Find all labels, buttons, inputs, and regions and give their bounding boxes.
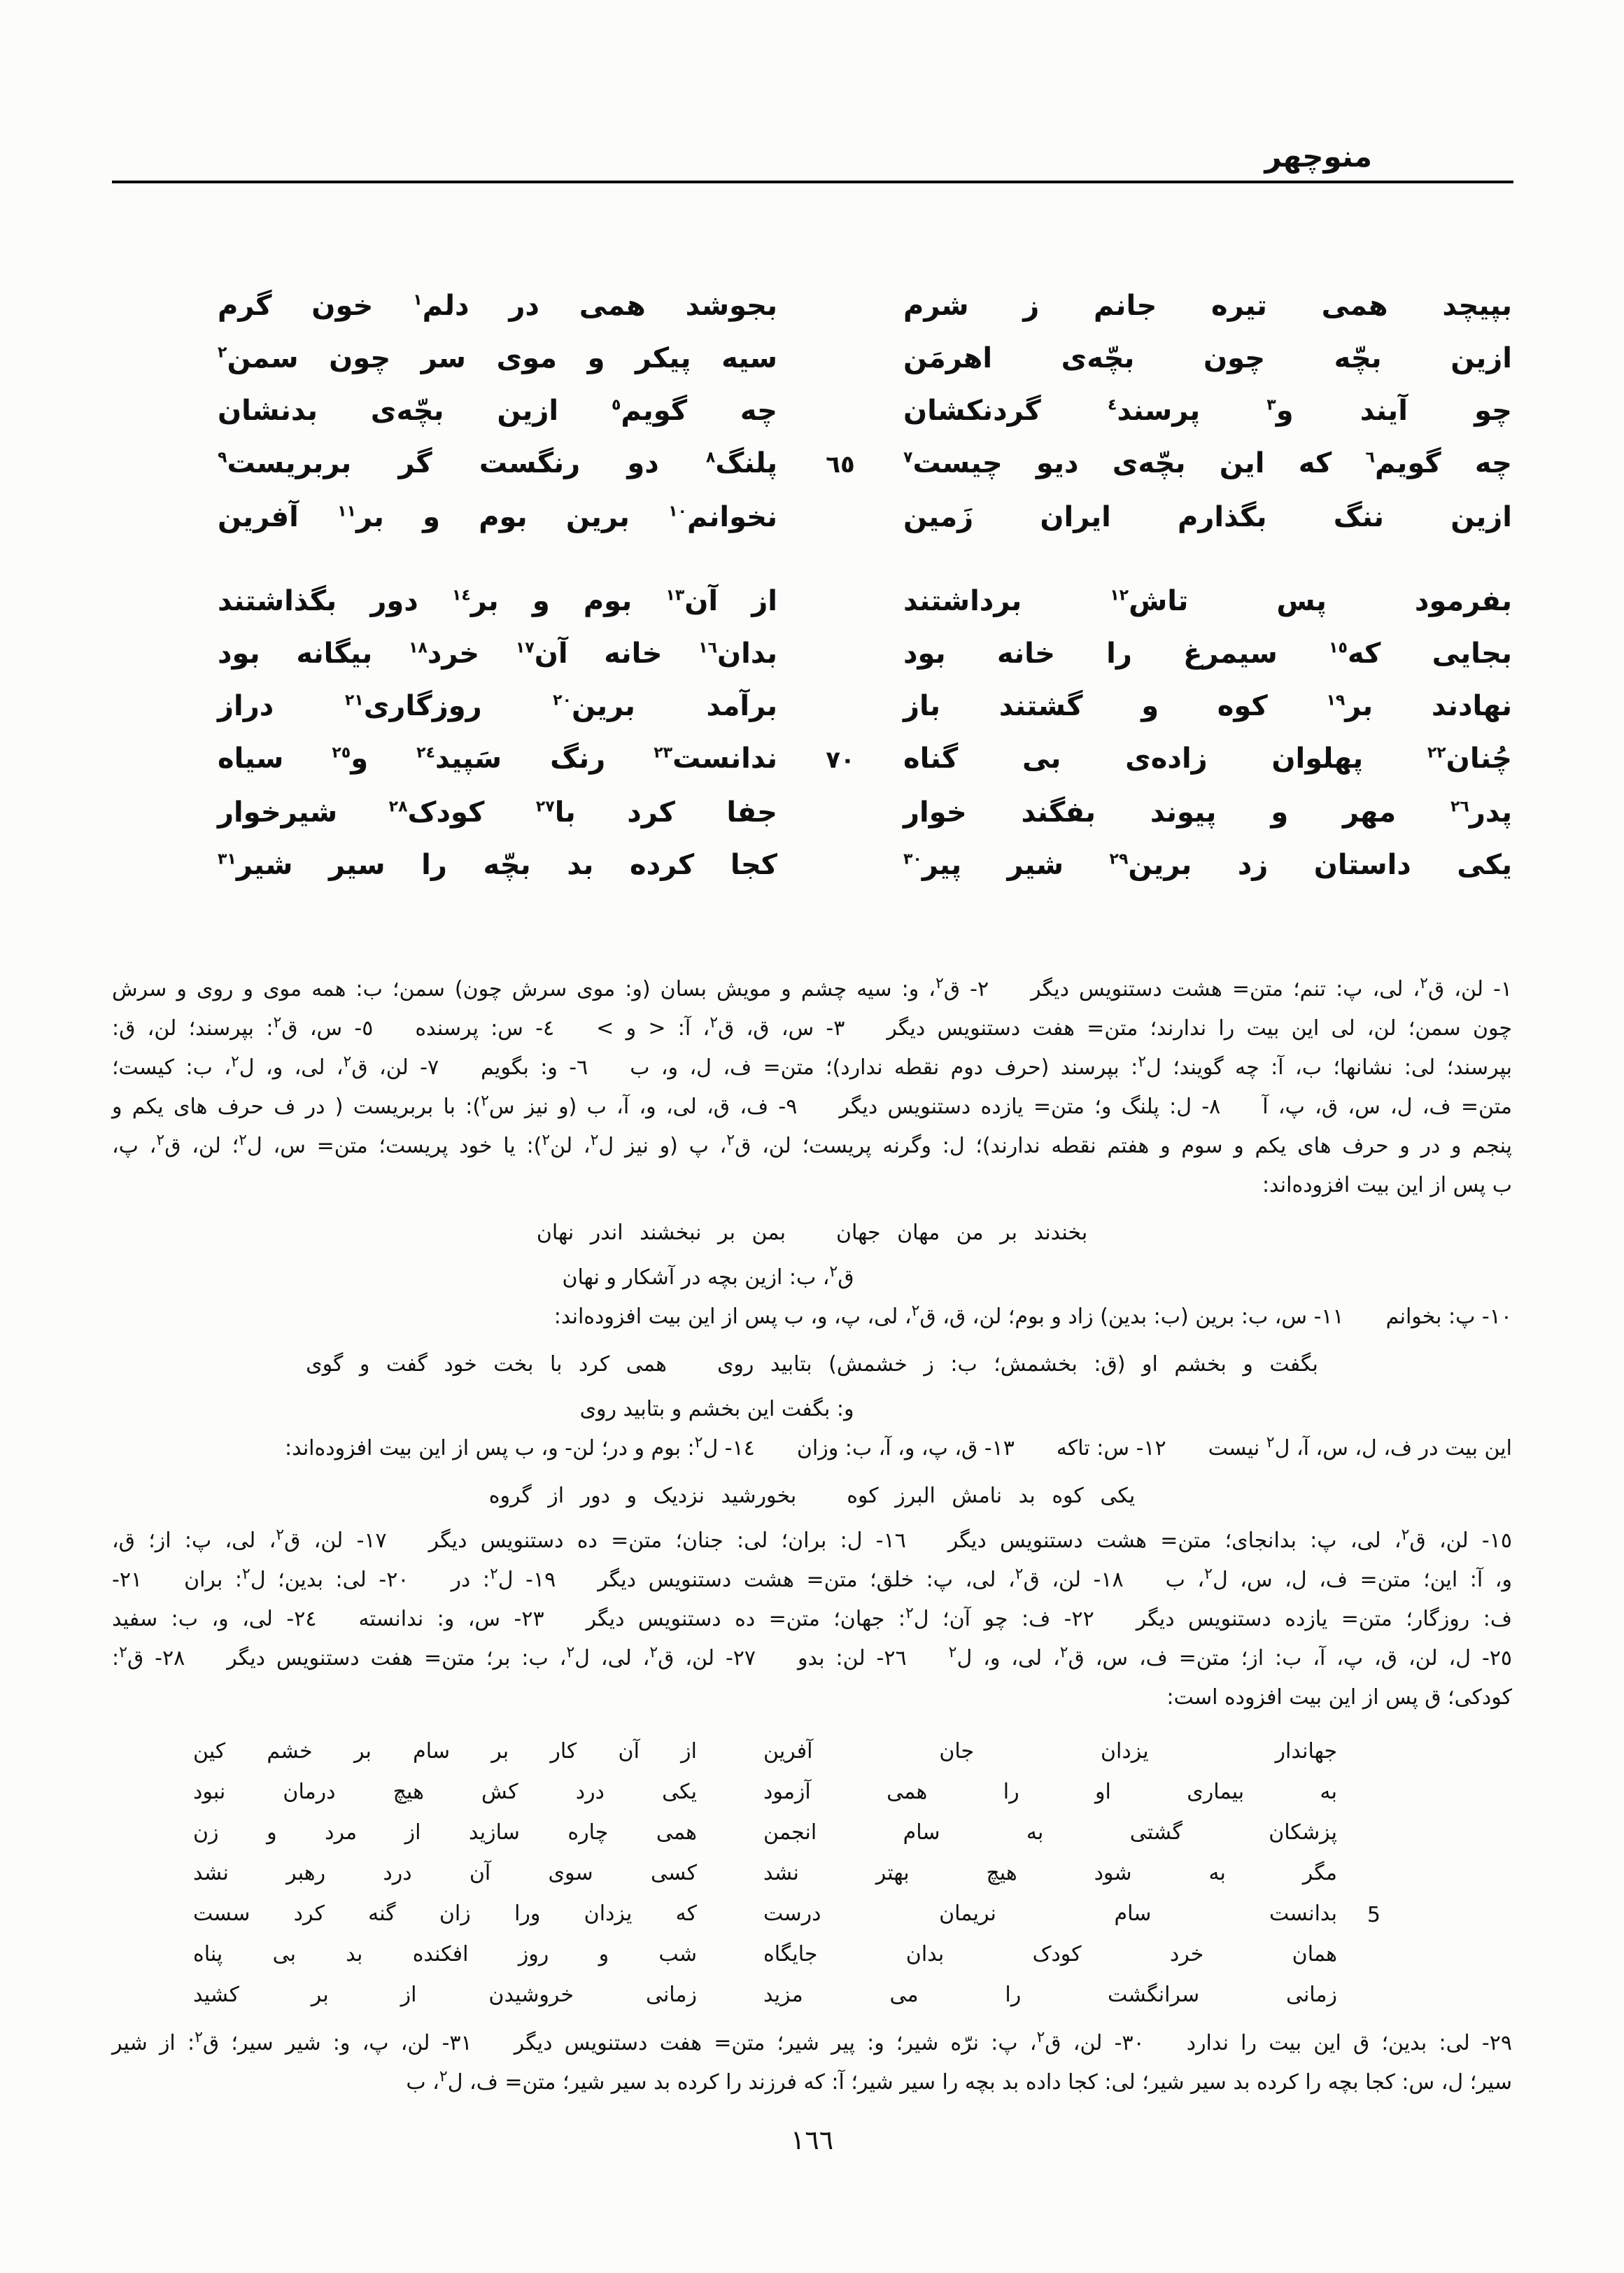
footnote-marker: ١ xyxy=(413,291,423,309)
poem-row xyxy=(193,1731,1337,1772)
footnote-marker: ٢ xyxy=(1059,1644,1068,1661)
footnote-marker: ٢ xyxy=(439,2068,448,2085)
hemistich-left: شب و روز افکنده بد بی پناه xyxy=(193,1942,697,1966)
hemistich-left: جفا کرد با$^{٢٧}$ کودک$^{٢٨}$ شیرخوار xyxy=(218,796,778,829)
apparatus-line: ١٠- پ: بخوانم ١١- س، ب: برین (ب: بدین) زاد و بوم؛ لن، ق، ق$^٢$، لی، پ، و، ب پس از این بیت افزوده‌اند: xyxy=(553,1302,1512,1329)
hemistich-left: یکی درد کش هیچ درمان نبود xyxy=(193,1780,697,1804)
hemistich-left: زمانی خروشیدن از بر کشید xyxy=(193,1983,697,2007)
footnote-marker: ٢ xyxy=(1138,1053,1147,1071)
footnote-marker: ٢٦ xyxy=(1450,798,1469,816)
footnote-marker: ٢١ xyxy=(344,691,364,710)
footnote-marker: ١٦ xyxy=(698,639,718,657)
footnote-marker: ٢٧ xyxy=(535,798,555,816)
apparatus-added-verse xyxy=(112,1477,1512,1516)
hemistich-right: بدانست سام نریمان درست xyxy=(763,1901,1337,1926)
footnote-marker: ٢ xyxy=(273,1014,282,1032)
hemistich-right: بگفت و بخشم او (ق: بخشمش؛ ب: ز خشمش) بتابید روی xyxy=(716,1352,1318,1377)
footnote-marker: ٤ xyxy=(1107,396,1117,414)
poem-row xyxy=(193,1934,1337,1975)
apparatus-line: بپرسند؛ لی: نشانها؛ ب، آ: چه گویند؛ ل$^٢$: بپرسند (حرف دوم نقطه ندارد)؛ متن= ف، ل، و، ب ٦- و: بگویم ٧- لن، ق$^٢$، لی، و، ل$^٢$، ب: کیست؛ xyxy=(112,1053,1512,1080)
hemistich-right: ازین ننگ بگذارم ایران زَمین xyxy=(903,501,1512,533)
footnote-marker: ١٣ xyxy=(665,586,685,605)
footnote-marker: ٣١ xyxy=(218,850,236,868)
verse-row xyxy=(112,385,1512,437)
footnote-marker: ٦ xyxy=(1365,449,1375,467)
footnote-marker: ٢ xyxy=(1204,1565,1213,1583)
poem-row xyxy=(193,1853,1337,1894)
apparatus-added-verse xyxy=(112,1213,1512,1253)
hemistich-right: بفرمود پس تاش$^{١٢}$ برداشتند xyxy=(903,585,1512,617)
apparatus-line: کودکی؛ ق پس از این بیت افزوده است: xyxy=(1166,1685,1512,1710)
hemistich-right: یکی کوه بد نامش البرز کوه xyxy=(847,1484,1136,1508)
footnote-marker: ٢ xyxy=(694,1434,703,1451)
hemistich-right: بجایی که$^{١٥}$ سیمرغ را خانه بود xyxy=(903,638,1512,670)
apparatus-line: ١- لن، ق$^٢$، لی، پ: تنم؛ متن= هشت دستنویس دیگر ٢- ق$^٢$، و: سیه چشم و مویش بسان (و: موی سرش چون) سمن؛ ب: همه موی و روی و سرش xyxy=(112,975,1512,1001)
footnote-marker: ٥ xyxy=(611,396,621,414)
footnote-marker: ١٢ xyxy=(1110,586,1129,605)
hemistich-right: پزشکان گشتی به سام انجمن xyxy=(763,1820,1337,1845)
footnote-marker: ١٤ xyxy=(451,586,471,605)
footnote-marker: ٢ xyxy=(343,1053,352,1071)
footnote-marker: ٧ xyxy=(903,449,913,467)
running-head-title: منوچهر xyxy=(1264,139,1372,174)
poem-row xyxy=(193,1813,1337,1853)
apparatus-line: پنجم و در و حرف های یکم و سوم و هفتم نقطه ندارند)؛ ل: وگرنه پریست؛ لن، ق$^٢$، پ (و نیز ل$^٢$، لن$^٢$): یا خود پریست؛ متن= س، ل$^٢$؛ لن، ق$^٢$، پ، xyxy=(112,1132,1513,1158)
footnote-marker: ٢ xyxy=(239,1132,247,1149)
footnote-marker: ٢ xyxy=(242,1565,250,1583)
footnote-marker: ٢٥ xyxy=(332,744,351,762)
verse-number: ٦٥ xyxy=(826,451,855,479)
verse-row xyxy=(112,332,1512,385)
verse-row xyxy=(112,437,1512,491)
footnote-marker: ٢٩ xyxy=(1109,850,1129,868)
footnote-marker: ٢٣ xyxy=(654,744,673,762)
poem-row xyxy=(193,1772,1337,1813)
header-rule xyxy=(112,181,1513,183)
footnote-marker: ٨ xyxy=(705,449,716,467)
footnote-marker: ٢ xyxy=(905,1605,914,1622)
footnote-marker: ٢ xyxy=(1420,975,1428,992)
apparatus-line: ف: روزگار؛ متن= یازده دستنویس دیگر ٢٢- ف: چو آن؛ ل$^٢$: جهان؛ متن= ده دستنویس دیگر ٢٣- س، و: ندانسته ٢٤- لی، و، ب: سفید xyxy=(112,1605,1512,1631)
hemistich-left: کجا کرده بد بچّه را سیر شیر$^{٣١}$ xyxy=(218,849,777,881)
page-number: ١٦٦ xyxy=(790,2125,834,2155)
footnote-marker: ١٧ xyxy=(515,639,535,657)
footnote-marker: ١٠ xyxy=(668,502,687,521)
hemistich-right: زمانی سرانگشت را می مزید xyxy=(763,1983,1337,2007)
apparatus-added-verse xyxy=(112,1345,1512,1384)
footnote-marker: ٢ xyxy=(1266,1434,1275,1451)
footnote-marker: ٢٤ xyxy=(416,744,435,762)
hemistich-right: یکی داستان زد برین$^{٢٩}$ شیر پیر$^{٣٠}$ xyxy=(903,849,1512,881)
footnote-marker: ٢ xyxy=(156,1132,165,1149)
apparatus-line: متن= ف، ل، س، ق، پ، آ ٨- ل: پلنگ و؛ متن= یازده دستنویس دیگر ٩- ف، ق، لی، و، آ، ب (و نیز س$^٢$): با بربریست ( در ف حرف های یکم و xyxy=(112,1092,1512,1119)
footnote-marker: ٢ xyxy=(119,1644,127,1661)
apparatus-line: ب پس از این بیت افزوده‌اند: xyxy=(1262,1173,1512,1197)
hemistich-right: بخندند بر من مهان جهان xyxy=(836,1220,1088,1245)
stanza xyxy=(112,575,1512,892)
verse-row xyxy=(112,733,1512,787)
footnote-marker: ٢ xyxy=(481,1092,489,1110)
footnote-marker: ٢ xyxy=(948,1644,957,1661)
verse-row xyxy=(112,575,1512,628)
main-verse-block xyxy=(112,280,1512,892)
footnote-marker: ٢ xyxy=(566,1644,575,1661)
apparatus-line: سیر؛ ل، س: کجا بچه را کرده بد سیر شیر؛ لی: کجا داده بد بچه را سیر شیر؛ آ: که فرزند را کرده بد سیر شیر؛ متن= ف، ل$^٢$، ب xyxy=(406,2068,1512,2095)
footnote-marker: ٢ xyxy=(935,975,944,992)
footnote-marker: ٣٠ xyxy=(903,850,922,868)
verse-row xyxy=(112,680,1512,733)
footnote-marker: ٢ xyxy=(649,1644,658,1661)
hemistich-right: همان خرد کودک بدان جایگاه xyxy=(763,1942,1337,1966)
footnote-marker: ١٥ xyxy=(1329,639,1348,657)
hemistich-left: ندانست$^{٢٣}$ رنگ سَپید$^{٢٤}$ و$^{٢٥}$ سیاه xyxy=(218,743,777,775)
hemistich-right: چو آیند و$^٣$ پرسند$^٤$ گردنکشان xyxy=(903,395,1512,427)
hemistich-right: بپیچد همی تیره جانم ز شرم xyxy=(903,290,1512,322)
verse-row xyxy=(112,491,1512,544)
apparatus-added-poem xyxy=(193,1731,1381,2015)
footnote-marker: ٢ xyxy=(911,1302,920,1320)
hemistich-left: بخورشید نزدیک و دور از گروه xyxy=(488,1484,797,1508)
footnote-marker: ١١ xyxy=(337,502,356,521)
footnote-marker: ٢ xyxy=(709,1014,719,1032)
footnote-marker: ١٩ xyxy=(1326,691,1346,710)
hemistich-left: پلنگ$^٨$ دو رنگست گر بربریست$^٩$ xyxy=(218,447,777,479)
verse-row xyxy=(112,628,1512,680)
footnote-marker: ٢ xyxy=(489,1565,498,1583)
hemistich-right: به بیماری او را همی آزمود xyxy=(763,1780,1337,1804)
footnote-marker: ٢ xyxy=(230,1053,239,1071)
verse-number: ٧٠ xyxy=(826,746,855,774)
footnote-marker: ١٨ xyxy=(409,639,428,657)
verse-row xyxy=(112,839,1512,892)
verse-row xyxy=(112,280,1512,332)
apparatus-line: ٢٥- ل، لن، ق، پ، آ، ب: از؛ متن= ف، س، ق$^٢$، لی، و، ل$^٢$ ٢٦- لن: بدو ٢٧- لن، ق$^٢$، لی، ل$^٢$، ب: بر؛ متن= هفت دستنویس دیگر ٢٨- ق$^٢$: xyxy=(112,1644,1512,1670)
footnote-marker: ٢٢ xyxy=(1427,744,1446,762)
hemistich-right: چُنان$^{٢٢}$ پهلوان زاده‌ی بی گناه xyxy=(903,743,1512,775)
hemistich-left: برآمد برین$^{٢٠}$ روزگاری$^{٢١}$ دراز xyxy=(218,690,777,722)
apparatus-variant-note: ق$^٢$، ب: ازین بچه در آشکار و نهان xyxy=(562,1263,854,1290)
footnote-marker: ٢ xyxy=(590,1132,599,1149)
footnote-marker: ٢ xyxy=(218,344,227,362)
apparatus-line: ١٥- لن، ق$^٢$، لی، پ: بدانجای؛ متن= هشت دستنویس دیگر ١٦- ل: بران؛ لی: جنان؛ متن= ده دستنویس دیگر ١٧- لن، ق$^٢$، لی، پ: از؛ ق، xyxy=(112,1526,1512,1553)
footnote-marker: ٢ xyxy=(1036,2029,1045,2046)
hemistich-right: پدر$^{٢٦}$ مهر و پیوند بفگند خوار xyxy=(903,796,1512,829)
footnote-marker: ٣ xyxy=(1266,396,1276,414)
stanza xyxy=(112,280,1512,544)
hemistich-right: جهاندار یزدان جان آفرین xyxy=(763,1739,1337,1764)
hemistich-left: بجوشد همی در دلم$^١$ خون گرم xyxy=(218,290,777,322)
hemistich-left: از آن$^{١٣}$ بوم و بر$^{١٤}$ دور بگذاشتند xyxy=(218,585,778,617)
footnote-marker: ٢ xyxy=(726,1132,735,1149)
footnote-marker: ٢ xyxy=(195,2029,203,2046)
poem-row xyxy=(193,1975,1337,2015)
hemistich-left: که یزدان ورا زان گنه کرد سست xyxy=(193,1901,697,1926)
hemistich-right: مگر به شود هیچ بهتر نشد xyxy=(763,1861,1337,1885)
hemistich-left: همی کرد با بخت خود گفت و گوی xyxy=(306,1352,667,1377)
hemistich-left: بدان$^{١٦}$ خانه آن$^{١٧}$ خرد$^{١٨}$ بیگانه بود xyxy=(218,638,778,670)
verse-row xyxy=(112,787,1512,839)
apparatus-line: چون سمن؛ لن، لی این بیت را ندارند؛ متن= هفت دستنویس دیگر ٣- س، ق، ق$^٢$، آ: < و > ٤- س: پرسنده ٥- س، ق$^٢$: بپرسند؛ لن، ق: xyxy=(112,1014,1513,1041)
hemistich-left: کسی سوی آن درد رهبر نشد xyxy=(193,1861,697,1885)
hemistich-left: از آن کار بر سام بر خشم کین xyxy=(193,1739,697,1764)
hemistich-left: بمن بر نبخشند اندر نهان xyxy=(536,1220,786,1245)
hemistich-left: نخوانم$^{١٠}$ برین بوم و بر$^{١١}$ آفرین xyxy=(218,501,777,533)
couplet-number: 5 xyxy=(1367,1903,1381,1927)
hemistich-left: چه گویم$^٥$ ازین بچّه‌ی بدنشان xyxy=(218,395,777,427)
hemistich-right: ازین بچّه چون بچّه‌ی اهرمَن xyxy=(903,342,1512,374)
footnote-marker: ٢ xyxy=(1401,1526,1410,1544)
hemistich-left: سیه پیکر و موی سر چون سمن$^٢$ xyxy=(218,342,777,374)
footnote-marker: ٢ xyxy=(1015,1565,1024,1583)
hemistich-right: چه گویم$^٦$ که این بچّه‌ی دیو چیست$^٧$ xyxy=(903,447,1512,479)
footnote-marker: ٩ xyxy=(218,449,227,467)
footnote-marker: ٢ xyxy=(276,1526,285,1544)
apparatus-line: این بیت در ف، ل، س، آ، ل$^٢$ نیست ١٢- س: تاکه ١٣- ق، پ، و، آ، ب: وزان ١٤- ل$^٢$: بوم و در؛ لن- و، ب پس از این بیت افزوده‌اند: xyxy=(284,1434,1512,1461)
critical-apparatus xyxy=(112,970,1512,2102)
hemistich-right: نهادند بر$^{١٩}$ کوه و گشتند باز xyxy=(903,690,1513,722)
poem-row xyxy=(193,1894,1381,1934)
apparatus-line: ٢٩- لی: بدین؛ ق این بیت را ندارد ٣٠- لن، ق$^٢$، پ: نرّه شیر؛ و: پیر شیر؛ متن= هفت دستنویس دیگر ٣١- لن، پ، و: شیر سیر؛ ق$^٢$: از شیر xyxy=(112,2029,1512,2055)
footnote-marker: ٢ xyxy=(829,1263,838,1281)
footnote-marker: ٢٠ xyxy=(553,691,572,710)
apparatus-variant-note: و: بگفت این بخشم و بتابید روی xyxy=(579,1397,854,1421)
hemistich-left: همی چاره سازید از مرد و زن xyxy=(193,1820,697,1845)
footnote-marker: ٢ xyxy=(542,1132,551,1149)
apparatus-line: و، آ: این؛ متن= ف، ل، س، ل$^٢$، ب ١٨- لن، ق$^٢$، لی، پ: خلق؛ متن= هشت دستنویس دیگر ١٩- ل$^٢$: در ٢٠- لی: بدین؛ ل$^٢$: بران ٢١- xyxy=(112,1565,1512,1592)
footnote-marker: ٢٨ xyxy=(388,798,408,816)
